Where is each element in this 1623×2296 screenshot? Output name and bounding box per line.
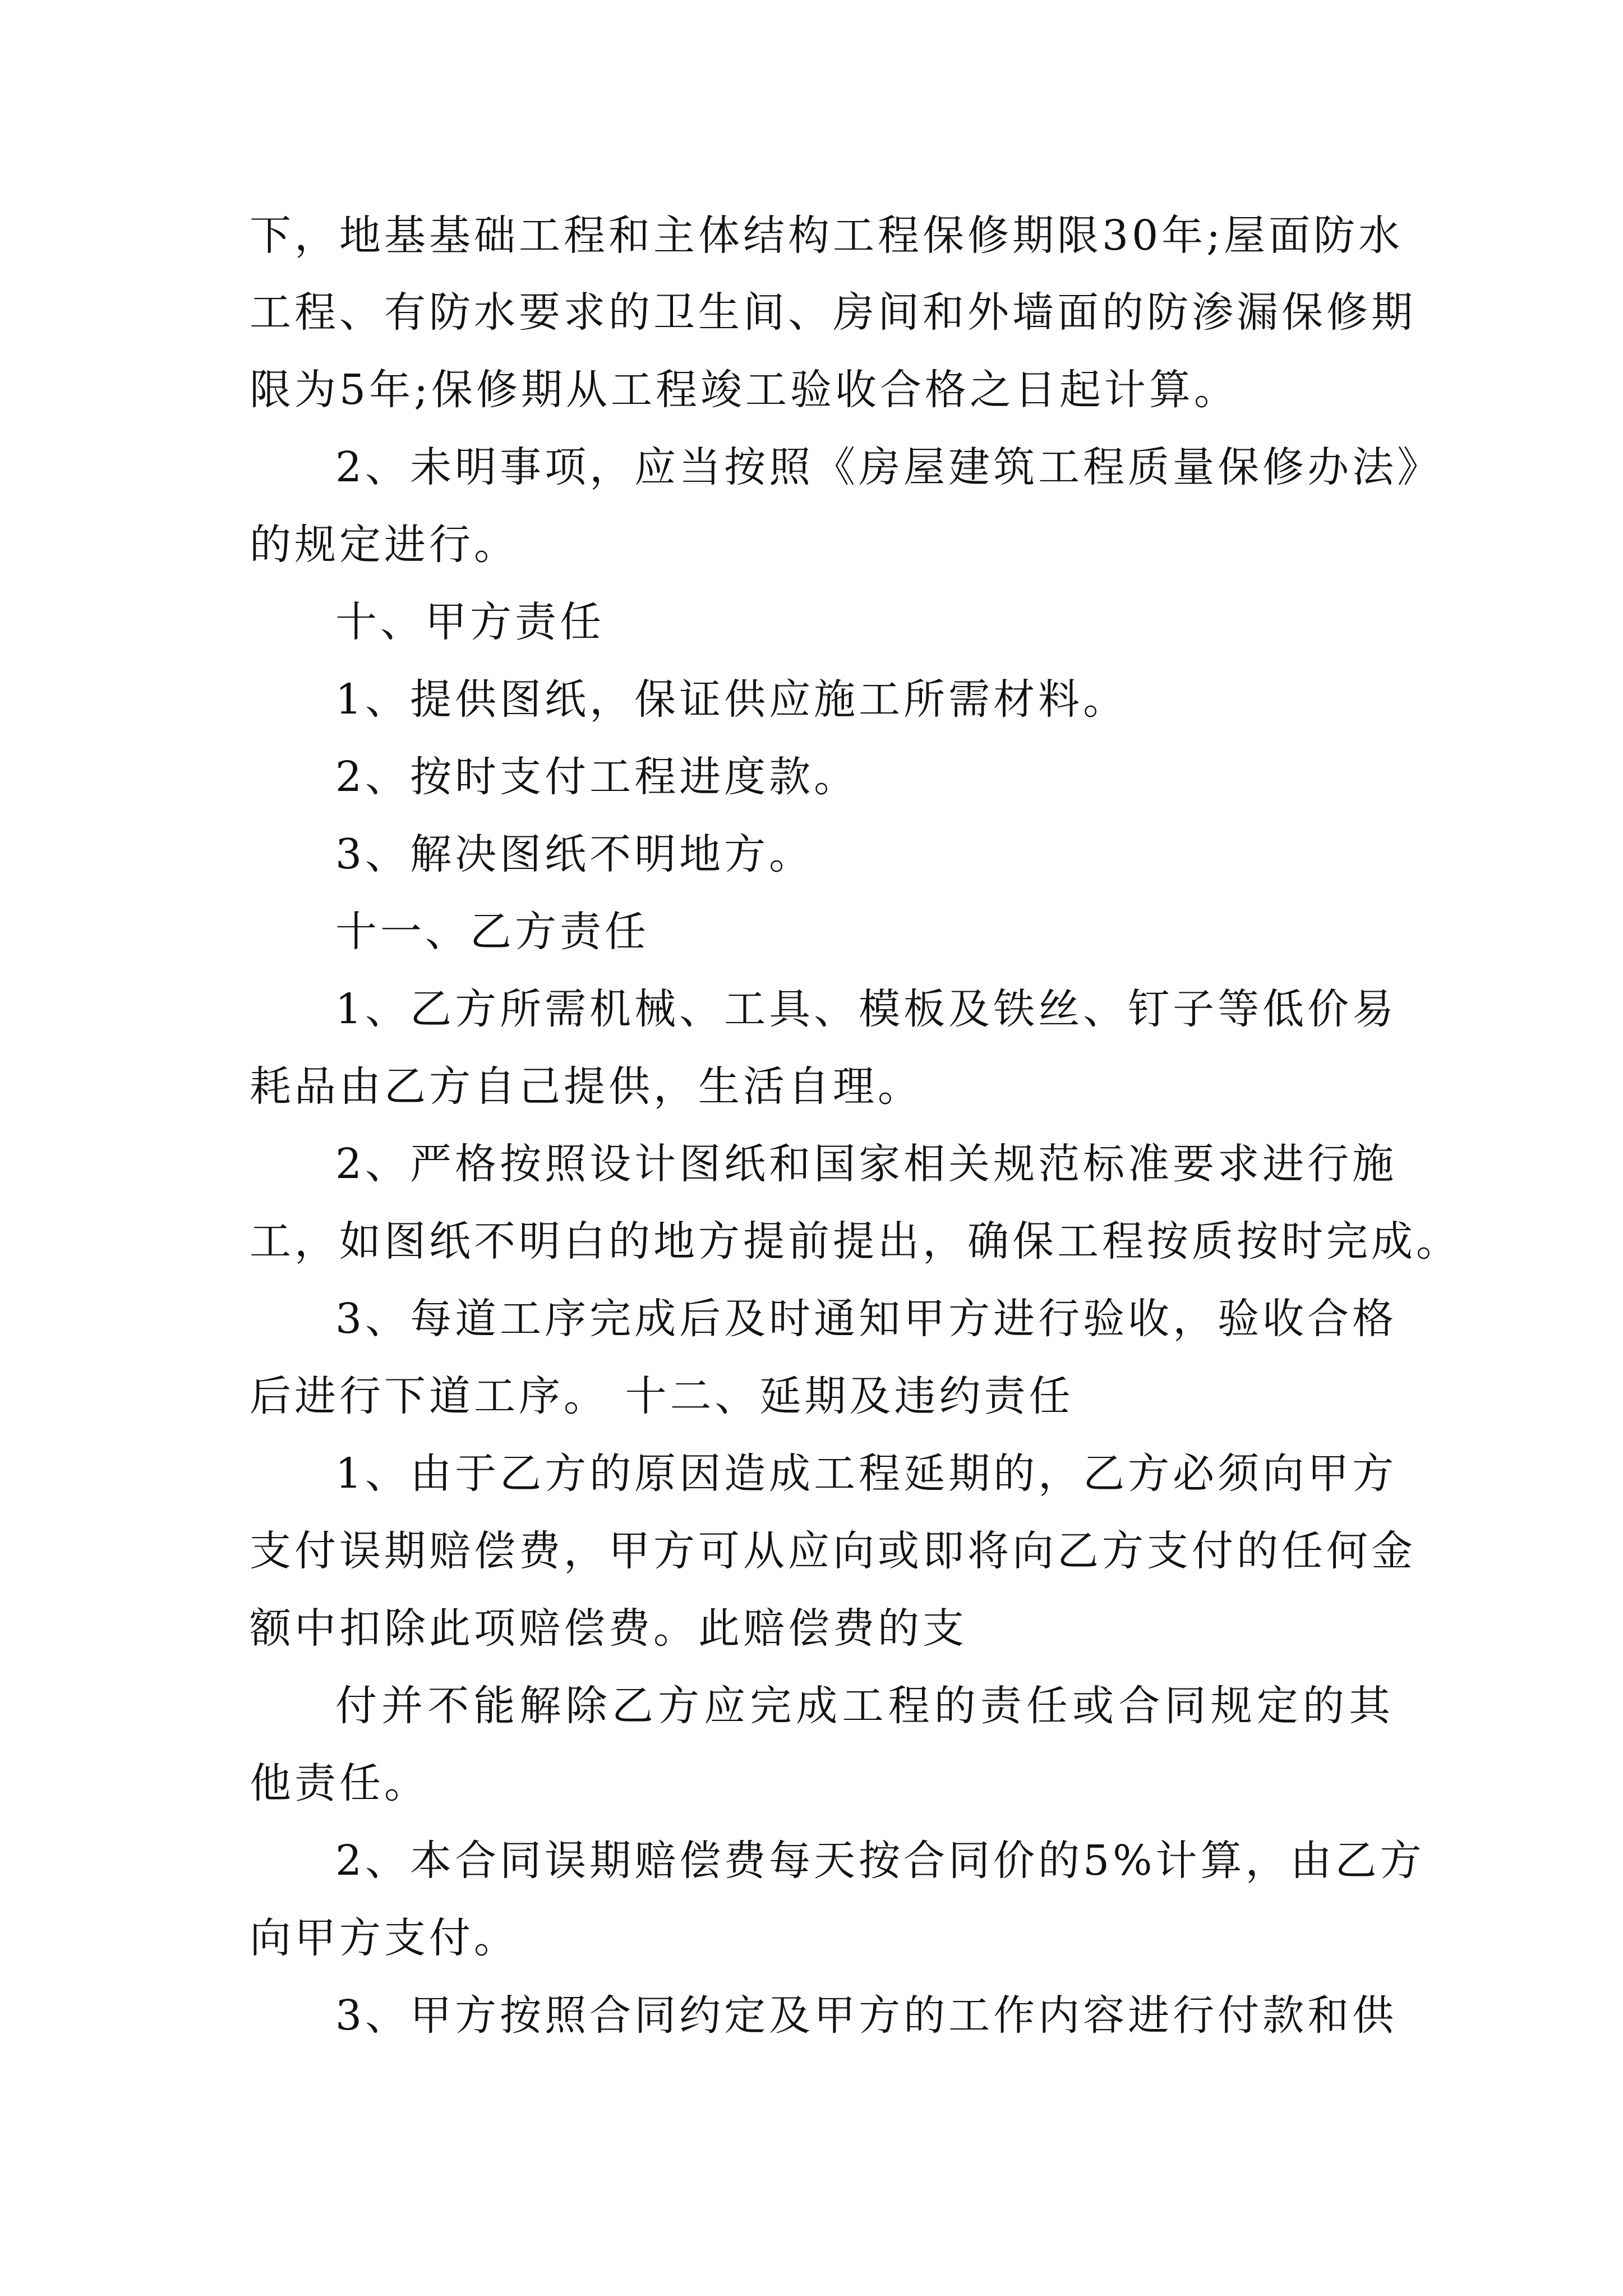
section-heading: 十一、乙方责任 — [335, 908, 649, 956]
text-line: 额中扣除此项赔偿费。此赔偿费的支 — [250, 1604, 967, 1653]
text-line: 1、由于乙方的原因造成工程延期的，乙方必须向甲方 — [335, 1450, 1398, 1498]
text-line: 2、未明事项，应当按照《房屋建筑工程质量保修办法》 — [335, 443, 1442, 491]
text-line: 下，地基基础工程和主体结构工程保修期限30年;屋面防水 — [250, 211, 1404, 260]
text-line: 付并不能解除乙方应完成工程的责任或合同规定的其 — [335, 1682, 1394, 1730]
text-line: 2、本合同误期赔偿费每天按合同价的5%计算，由乙方 — [335, 1837, 1425, 1885]
text-line: 3、解决图纸不明地方。 — [335, 830, 814, 878]
text-line: 3、甲方按照合同约定及甲方的工作内容进行付款和供 — [335, 1991, 1398, 2040]
text-line: 支付误期赔偿费，甲方可从应向或即将向乙方支付的任何金 — [250, 1527, 1416, 1575]
text-line: 工，如图纸不明白的地方提前提出，确保工程按质按时完成。 — [250, 1217, 1461, 1266]
text-line: 工程、有防水要求的卫生间、房间和外墙面的防渗漏保修期 — [250, 288, 1416, 337]
text-line: 3、每道工序完成后及时通知甲方进行验收，验收合格 — [335, 1295, 1398, 1343]
text-line: 限为5年;保修期从工程竣工验收合格之日起计算。 — [250, 366, 1239, 414]
text-line: 1、乙方所需机械、工具、模板及铁丝、钉子等低价易 — [335, 985, 1398, 1033]
text-line: 他责任。 — [250, 1759, 429, 1807]
text-line: 后进行下道工序。 十二、延期及违约责任 — [250, 1372, 1074, 1420]
section-heading: 十、甲方责任 — [335, 598, 605, 646]
text-line: 2、按时支付工程进度款。 — [335, 753, 859, 801]
text-line: 的规定进行。 — [250, 521, 519, 569]
text-line: 2、严格按照设计图纸和国家相关规范标准要求进行施 — [335, 1140, 1398, 1188]
text-line: 1、提供图纸，保证供应施工所需材料。 — [335, 675, 1128, 724]
text-line: 向甲方支付。 — [250, 1914, 519, 1962]
text-line: 耗品由乙方自己提供，生活自理。 — [250, 1062, 923, 1111]
